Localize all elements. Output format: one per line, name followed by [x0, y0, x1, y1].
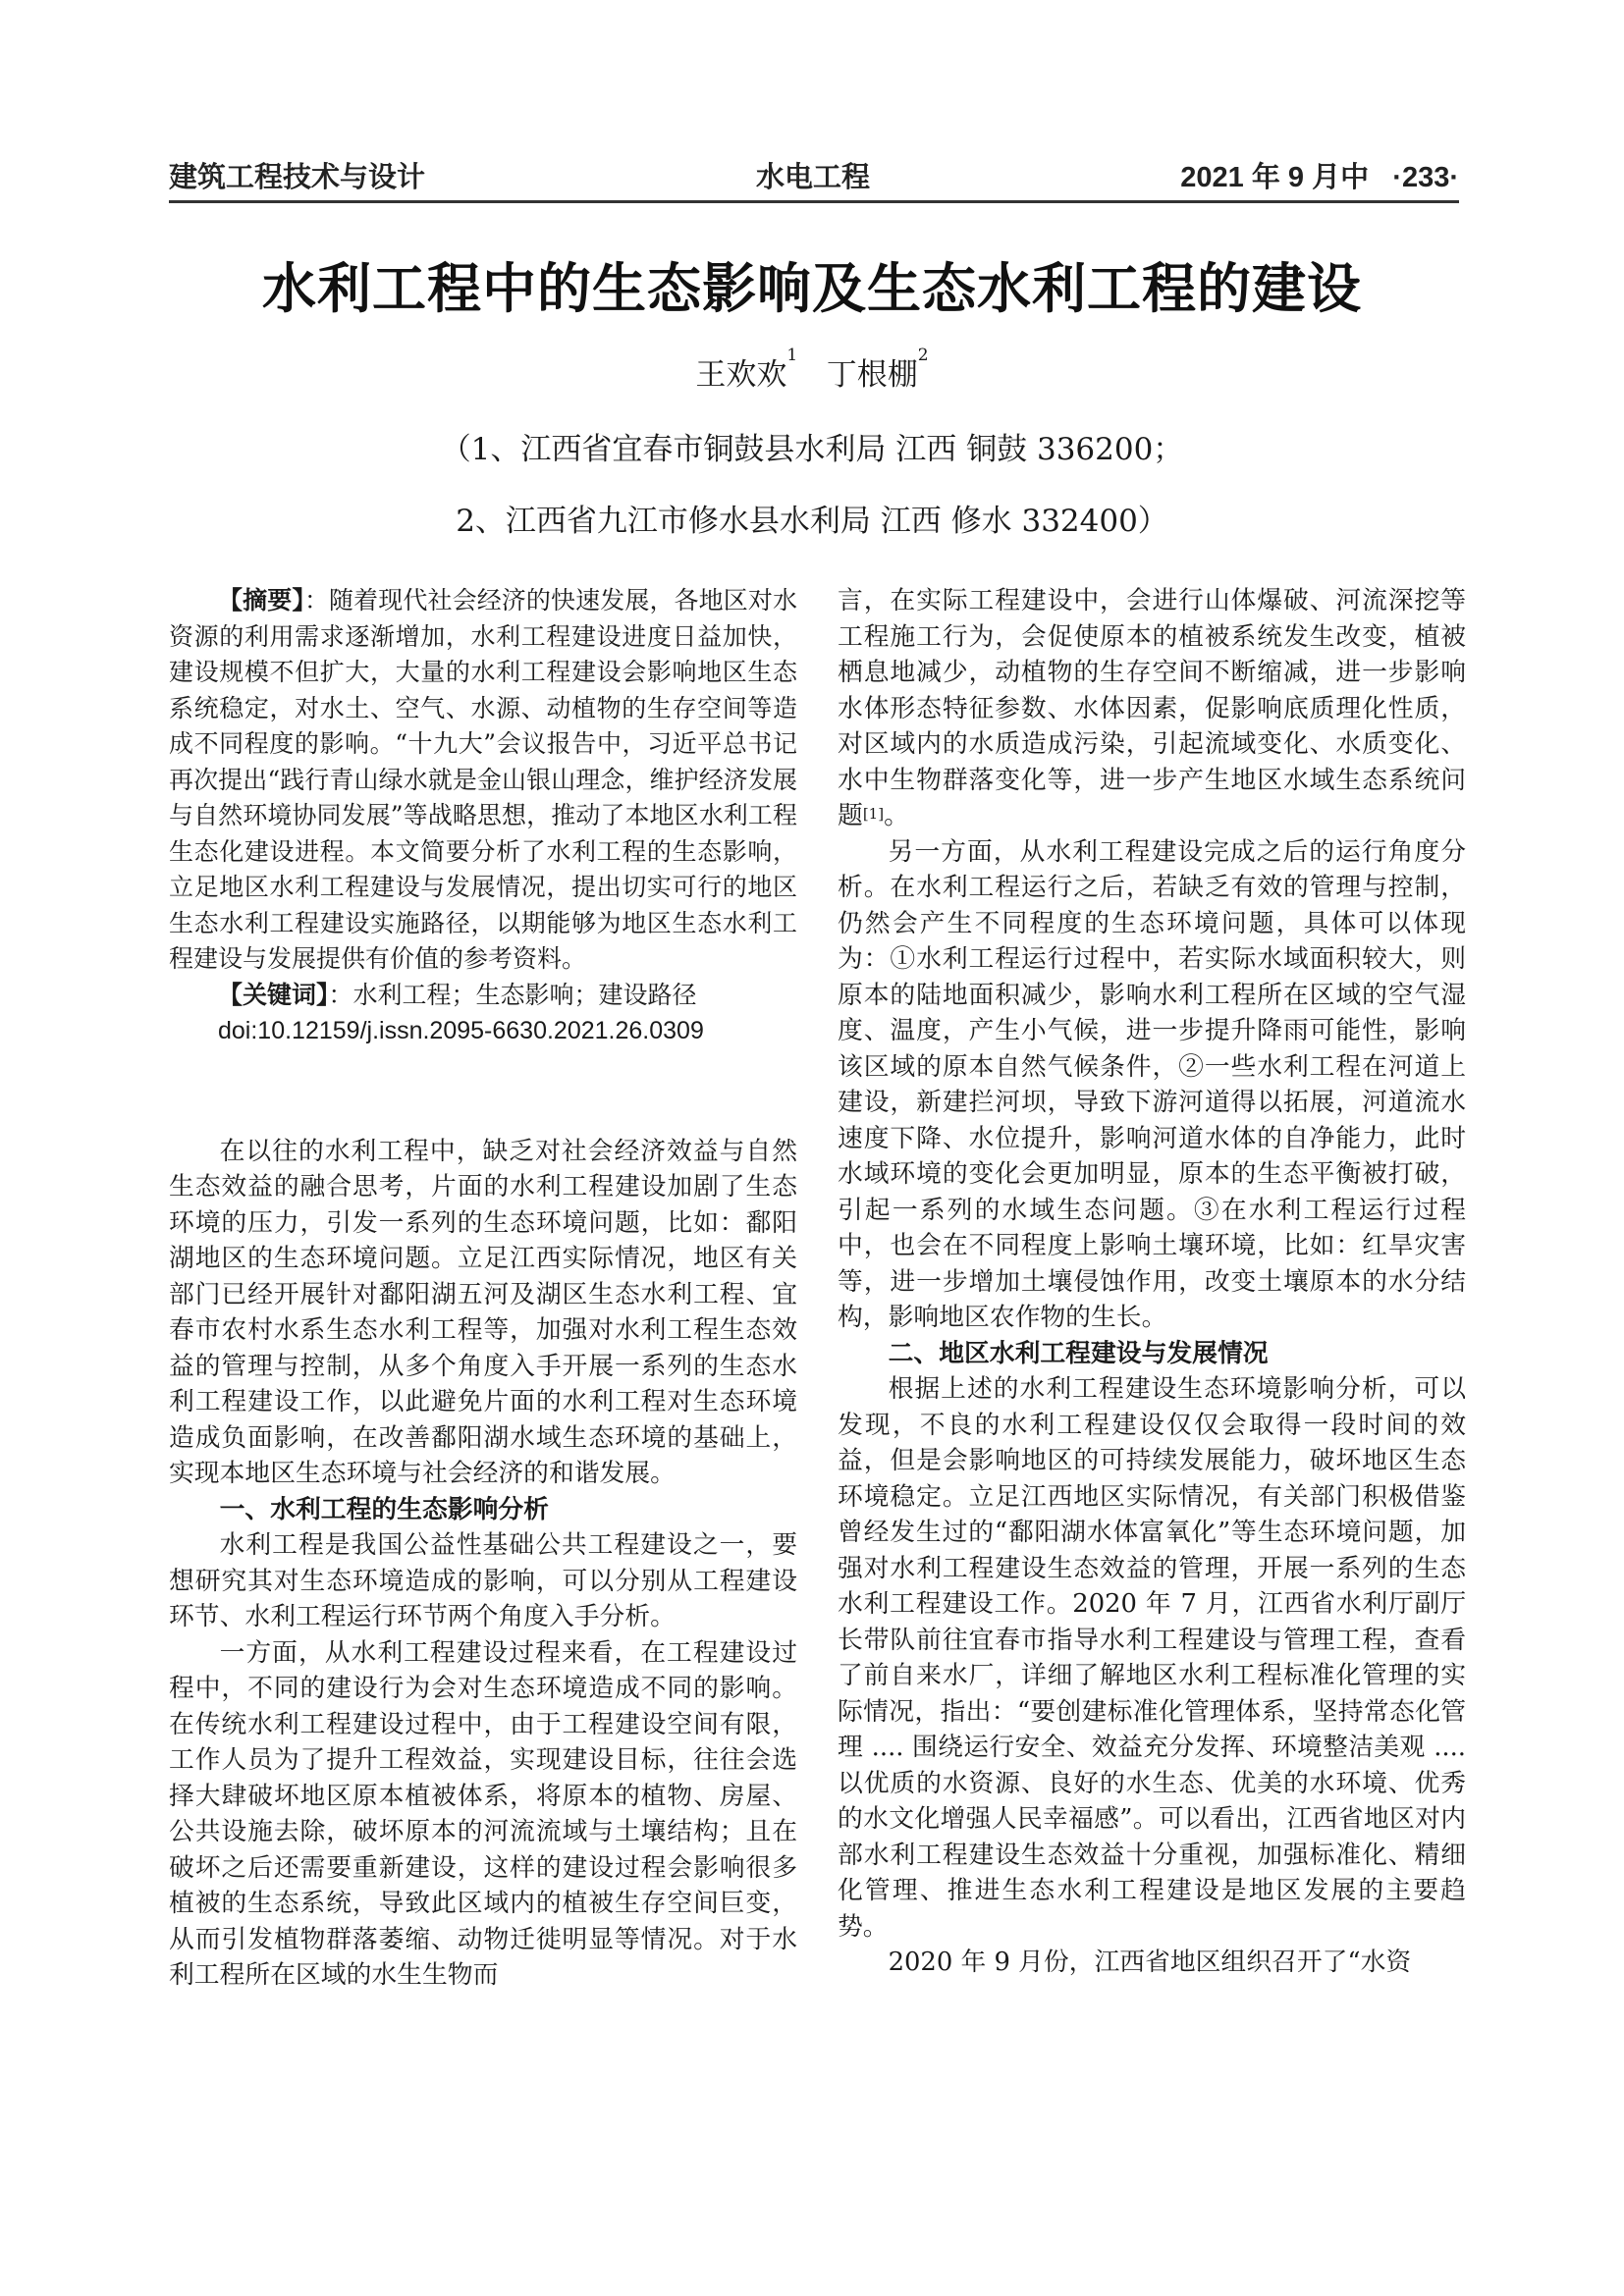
affiliation: 2、江西省九江市修水县水利局 江西 修水 332400）	[456, 504, 1168, 539]
keywords-label: 【关键词】	[218, 981, 329, 1009]
running-header-section: 水电工程	[756, 162, 871, 193]
abstract-label: 【摘要】	[218, 587, 304, 614]
body-paragraph: 水利工程是我国公益性基础公共工程建设之一，要想研究其对生态环境造成的影响，可以分别从工程建设环节、水利工程运行环节两个角度入手分析。	[169, 1530, 797, 1631]
body-paragraph: 2020 年 9 月份，江西省地区组织召开了“水资	[888, 1948, 1412, 1977]
running-header-issue-page	[1119, 155, 1459, 200]
left-column	[169, 583, 797, 1994]
body-paragraph: 另一方面，从水利工程建设完成之后的运行角度分析。在水利工程运行之后，若缺乏有效的管理与控制，仍然会产生不同程度的生态环境问题，具体可以体现为：①水利工程运行过程中，若实际水域面积较大，则原本的陆地面积减少，影响水利工程所在区域的空气湿度、温度，产生小气候，进一步提升降雨可能性，影响该区域的原本自然气候条件，②一些水利工程在河道上建设，新建拦河坝，导致下游河道得以拓展，河道流水速度下降、水位提升，影响河道水体的自净能力，此时水域环境的变化会更加明显，原本的生态平衡被打破，引起一系列的水域生态问题。③在水利工程运行过程中，也会在不同程度上影响土壤环境，比如：红旱灾害等，进一步增加土壤侵蚀作用，改变土壤原本的水分结构，影响地区农作物的生长。	[838, 836, 1466, 1332]
body-paragraph: 根据上述的水利工程建设生态环境影响分析，可以发现，不良的水利工程建设仅仅会取得一段时间的效益，但是会影响地区的可持续发展能力，破坏地区生态环境稳定。立足江西地区实际情况，有关部门积极借鉴曾经发生过的“鄱阳湖水体富氧化”等生态环境问题，加强对水利工程建设生态效益的管理，开展一系列的生态水利工程建设工作。2020 年 7 月，江西省水利厅副厅长带队前往宜春市指导水利工程建设与管理工程，查看了前自来水厂，详细了解地区水利工程标准化管理的实际情况，指出：“要创建标准化管理体系，坚持常态化管理 .... 围绕运行安全、效益充分发挥、环境整洁美观 .... 以优质的水资源、良好的水生态、优美的水环境、优秀的水文化增强人民幸福感”。可以看出，江西省地区对内部水利工程建设生态效益十分重视，加强标准化、精细化管理、推进生态水利工程建设是地区发展的主要趋势。	[838, 1374, 1466, 1942]
affiliation: （1、江西省宜春市铜鼓县水利局 江西 铜鼓 336200；	[440, 432, 1184, 467]
author-affiliation-mark: 1	[786, 346, 798, 365]
body-paragraph: 一方面，从水利工程建设过程来看，在工程建设过程中，不同的建设行为会对生态环境造成不同的影响。在传统水利工程建设过程中，由于工程建设空间有限，工作人员为了提升工程效益，实现建设目标，往往会选择大肆破坏地区原本植被体系，将原本的植物、房屋、公共设施去除，破坏原本的河流流域与土壤结构；且在破坏之后还需要重新建设，这样的建设过程会影响很多植被的生态系统，导致此区域内的植被生存空间巨变，从而引发植物群落萎缩、动物迁徙明显等情况。对于水利工程所在区域的水生生物而	[169, 1637, 797, 1990]
abstract	[169, 583, 797, 978]
paper-title: 水利工程中的生态影响及生态水利工程的建设	[261, 256, 1362, 320]
intro-paragraph: 在以往的水利工程中，缺乏对社会经济效益与自然生态效益的融合思考，片面的水利工程建设加剧了生态环境的压力，引发一系列的生态环境问题，比如：鄱阳湖地区的生态环境问题。立足江西实际情况，地区有关部门已经开展针对鄱阳湖五河及湖区生态水利工程、宜春市农村水系生态水利工程等，加强对水利工程生态效益的管理与控制，从多个角度入手开展一系列的生态水利工程建设工作，以此避免片面的水利工程对生态环境造成负面影响，在改善鄱阳湖水域生态环境的基础上，实现本地区生态环境与社会经济的和谐发展。	[169, 1136, 797, 1488]
author-line	[0, 346, 1624, 394]
author-affiliation-mark: 2	[917, 346, 929, 365]
doi: doi:10.12159/j.issn.2095-6630.2021.26.0309	[218, 1017, 704, 1044]
paragraph-text: 言，在实际工程建设中，会进行山体爆破、河流深挖等工程施工行为，会促使原本的植被系统发生改变，植被栖息地减少，动植物的生存空间不断缩减，进一步影响水体形态特征参数、水体因素，促影响底质理化性质，对区域内的水质造成污染，引起流域变化、水质变化、水中生物群落变化等，进一步产生地区水域生态系统问题	[838, 586, 1466, 830]
right-column	[838, 583, 1466, 1981]
section-heading: 二、地区水利工程建设与发展情况	[888, 1339, 1269, 1367]
paragraph-end: 。	[884, 801, 909, 830]
author-name: 王欢欢	[695, 357, 787, 393]
body-paragraph	[838, 583, 1466, 834]
issue-date: 2021 年 9 月中	[1180, 162, 1370, 193]
running-header-journal: 建筑工程技术与设计	[169, 162, 426, 193]
keywords	[169, 978, 797, 1014]
header-rule	[169, 200, 1459, 203]
author-name: 丁根棚	[826, 357, 918, 393]
citation-ref: [1]	[862, 805, 885, 823]
abstract-text: ：随着现代社会经济的快速发展，各地区对水资源的利用需求逐渐增加，水利工程建设进度日益加快，建设规模不但扩大，大量的水利工程建设会影响地区生态系统稳定，对水土、空气、水源、动植物的生存空间等造成不同程度的影响。“十九大”会议报告中，习近平总书记再次提出“践行青山绿水就是金山银山理念，维护经济发展与自然环境协同发展”等战略思想，推动了本地区水利工程生态化建设进程。本文简要分析了水利工程的生态影响，立足地区水利工程建设与发展情况，提出切实可行的地区生态水利工程建设实施路径，以期能够为地区生态水利工程建设与发展提供有价值的参考资料。	[169, 586, 797, 973]
page-number: ·233·	[1392, 162, 1459, 193]
keywords-text: ：水利工程；生态影响；建设路径	[328, 980, 697, 1009]
section-heading: 一、水利工程的生态影响分析	[219, 1495, 549, 1523]
spacer	[169, 1049, 797, 1134]
